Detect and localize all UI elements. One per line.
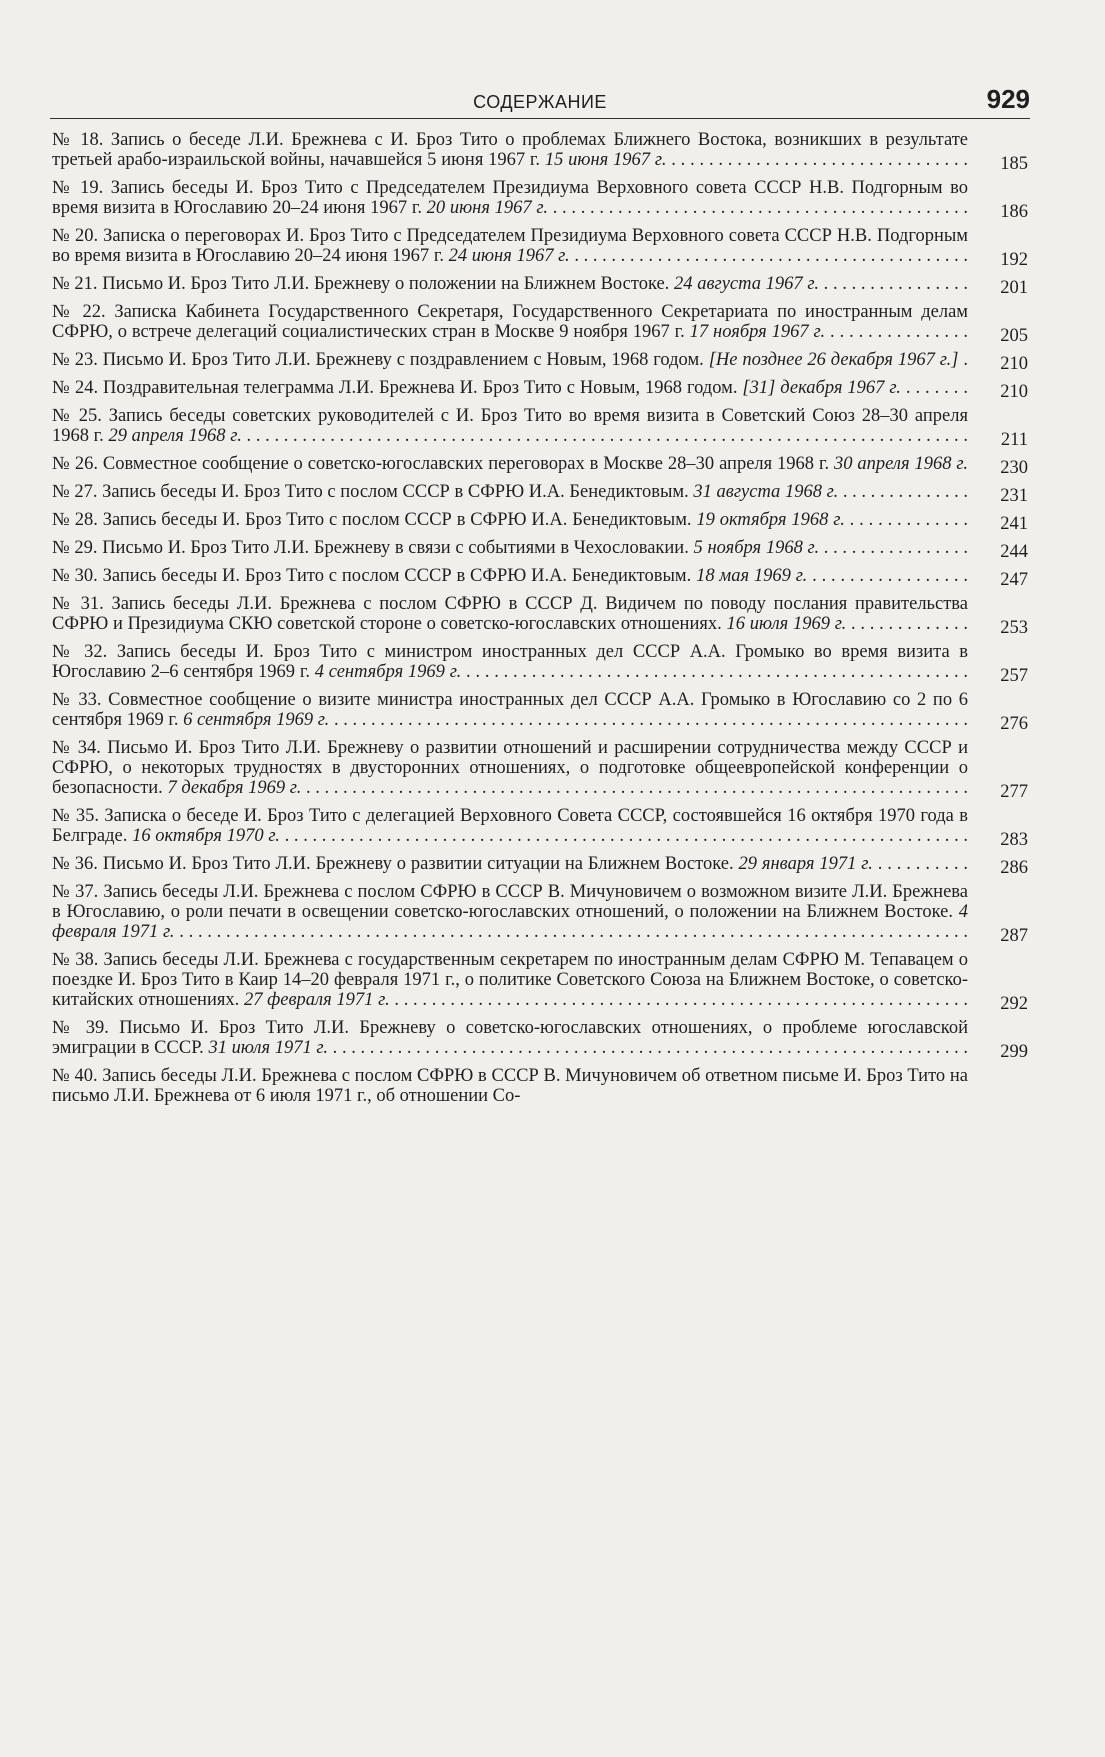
entry-page-number: 230 [1000,458,1028,478]
contents-entry[interactable] [52,510,1028,534]
entry-page-number: 231 [1000,486,1028,506]
entry-title: № 23. Письмо И. Броз Тито Л.И. Брежневу с поздравлением с Новым, 1968 годом. [52,350,704,370]
entry-body [52,226,968,266]
entry-body [52,1018,968,1058]
contents-entry[interactable] [52,454,1028,478]
entry-date: 16 июля 1969 г. [726,614,847,634]
entry-title: № 33. Совместное сообщение о визите министра иностранных дел СССР А.А. Громыко в Югославию со 2 по 6 сентября 1969 г. [52,690,968,730]
contents-entry[interactable] [52,566,1028,590]
entry-body [52,130,968,170]
entry-page-number: 192 [1000,250,1028,270]
contents-entry[interactable] [52,882,1028,946]
entry-page-number: 210 [1000,354,1028,374]
entry-date: 24 августа 1967 г. [674,274,819,294]
entry-page-number: 211 [1000,430,1028,450]
entry-title: № 19. Запись беседы И. Броз Тито с Председателем Президиума Верховного совета СССР Н.В. Подгорным во время визита в Югославию 20–24 июня 1967 г. [52,178,968,218]
entry-date: [31] декабря 1967 г. [742,378,901,398]
entry-title: № 20. Записка о переговорах И. Броз Тито с Председателем Президиума Верховного совета СССР Н.В. Подгорным во время визита в Югославию 20–24 июня 1967 г. [52,226,968,266]
entry-page-number: 277 [1000,782,1028,802]
contents-entry[interactable] [52,594,1028,638]
contents-entry[interactable] [52,690,1028,734]
contents-entry[interactable] [52,226,1028,270]
entry-title: № 24. Поздравительная телеграмма Л.И. Брежнева И. Броз Тито с Новым, 1968 годом. [52,378,738,398]
entry-title: № 26. Совместное сообщение о советско-югославских переговорах в Москве 28–30 апреля 1968 г. [52,454,830,474]
entry-body [52,406,968,446]
page-number: 929 [986,84,1030,114]
entry-title: № 40. Запись беседы Л.И. Брежнева с послом СФРЮ в СССР В. Мичуновичем об ответном письме И. Броз Тито на письмо Л.И. Брежнева от 6 июля 1971 г., об отношении Со- [52,1066,968,1106]
entry-title: № 27. Запись беседы И. Броз Тито с послом СССР в СФРЮ И.А. Бенедиктовым. [52,482,689,502]
entry-title: № 35. Записка о беседе И. Броз Тито с делегацией Верховного Совета СССР, состоявшейся 16 октября 1970 года в Белграде. [52,806,968,846]
entry-body [52,566,968,586]
page-header [50,84,1030,118]
entry-date: 20 июня 1967 г. [426,198,548,218]
entry-title: № 28. Запись беседы И. Броз Тито с послом СССР в СФРЮ И.А. Бенедиктовым. [52,510,692,530]
entry-page-number: 292 [1000,994,1028,1014]
entry-title: № 29. Письмо И. Броз Тито Л.И. Брежневу в связи с событиями в Чехословакии. [52,538,689,558]
contents-entry[interactable] [52,1018,1028,1062]
entry-date: 29 апреля 1968 г. [108,426,242,446]
entry-body [52,690,968,730]
contents-entry[interactable] [52,130,1028,174]
entry-page-number: 244 [1000,542,1028,562]
entry-page-number: 205 [1000,326,1028,346]
entry-body [52,950,968,1010]
contents-entry[interactable] [52,350,1028,374]
entry-date: 16 октября 1970 г. [132,826,280,846]
contents-entry[interactable] [52,806,1028,850]
entry-date: 7 декабря 1969 г. [167,778,302,798]
entry-date: 30 апреля 1968 г. [834,454,968,474]
entry-body [52,350,968,370]
entry-body [52,854,968,874]
entry-page-number: 210 [1000,382,1028,402]
entry-body [52,302,968,342]
entry-body [52,454,968,474]
entry-title: № 32. Запись беседы И. Броз Тито с министром иностранных дел СССР А.А. Громыко во время визита в Югославию 2–6 сентября 1969 г. [52,642,968,682]
entry-title: № 18. Запись о беседе Л.И. Брежнева с И. Броз Тито о проблемах Ближнего Востока, возникших в результате третьей арабо-израильской войны, начавшейся 5 июня 1967 г. [52,130,968,170]
header-rule [50,118,1030,119]
entry-date: 19 октября 1968 г. [696,510,845,530]
entry-page-number: 276 [1000,714,1028,734]
entry-title: № 36. Письмо И. Броз Тито Л.И. Брежневу о развитии ситуации на Ближнем Востоке. [52,854,734,874]
entry-page-number: 185 [1000,154,1028,174]
entry-date: 24 июня 1967 г. [448,246,570,266]
running-title: СОДЕРЖАНИЕ [473,92,607,112]
entry-page-number: 247 [1000,570,1028,590]
entry-date: 6 сентября 1969 г. [183,710,330,730]
entry-title: № 30. Запись беседы И. Броз Тито с послом СССР в СФРЮ И.А. Бенедиктовым. [52,566,692,586]
entry-page-number: 186 [1000,202,1028,222]
entry-date: 31 августа 1968 г. [693,482,839,502]
entry-body [52,882,968,942]
contents-entry[interactable] [52,482,1028,506]
contents-entry[interactable] [52,538,1028,562]
contents-entry[interactable] [52,854,1028,878]
contents-entry[interactable] [52,406,1028,450]
contents-entry[interactable] [52,1066,1028,1106]
entry-page-number: 287 [1000,926,1028,946]
entry-title: № 22. Записка Кабинета Государственного Секретаря, Государственного Секретариата по иностранным делам СФРЮ, о встрече делегаций социалистических стран в Москве 9 ноября 1967 г. [52,302,968,342]
entry-page-number: 283 [1000,830,1028,850]
entry-body [52,274,968,294]
entry-date: 18 мая 1969 г. [696,566,808,586]
entry-date: 27 февраля 1971 г. [243,990,390,1010]
contents-entry[interactable] [52,302,1028,346]
entry-title: № 25. Запись беседы советских руководителей с И. Броз Тито во время визита в Советский Союз 28–30 апреля 1968 г. [52,406,968,446]
entry-page-number: 286 [1000,858,1028,878]
entry-title: № 39. Письмо И. Броз Тито Л.И. Брежневу о советско-югославских отношениях, о проблеме югославской эмиграции в СССР. [52,1018,968,1058]
entry-date: 29 января 1971 г. [738,854,873,874]
contents-entry[interactable] [52,642,1028,686]
entry-body [52,594,968,634]
entry-body [52,378,968,398]
contents-list [52,130,1028,1114]
entry-title: № 37. Запись беседы Л.И. Брежнева с послом СФРЮ в СССР В. Мичуновичем о возможном визите Л.И. Брежнева в Югославию, о роли печати в освещении советско-югославских отношений, о положении на Ближнем Востоке. [52,882,968,922]
entry-title: № 31. Запись беседы Л.И. Брежнева с послом СФРЮ в СССР Д. Видичем по поводу послания правительства СФРЮ и Президиума СКЮ советской стороне о советско-югославских отношениях. [52,594,968,634]
entry-body [52,806,968,846]
entry-page-number: 201 [1000,278,1028,298]
entry-body [52,1066,968,1106]
entry-date: 17 ноября 1967 г. [689,322,826,342]
entry-page-number: 257 [1000,666,1028,686]
entry-body [52,482,968,502]
entry-body [52,178,968,218]
entry-date: 5 ноября 1968 г. [693,538,820,558]
contents-entry[interactable] [52,950,1028,1014]
contents-entry[interactable] [52,378,1028,402]
contents-entry[interactable] [52,274,1028,298]
entry-title: № 21. Письмо И. Броз Тито Л.И. Брежневу о положении на Ближнем Востоке. [52,274,670,294]
entry-title: № 38. Запись беседы Л.И. Брежнева с государственным секретарем по иностранным делам СФРЮ М. Тепавацем о поездке И. Броз Тито в Каир 14–20 февраля 1971 г., о политике Советского Союза на Ближнем Востоке, о советско-китайских отношениях. [52,950,968,1010]
entry-page-number: 299 [1000,1042,1028,1062]
entry-body [52,642,968,682]
entry-page-number: 241 [1000,514,1028,534]
entry-date: 15 июня 1967 г. [544,150,667,170]
entry-date: 4 февраля 1971 г. [52,902,968,942]
entry-page-number: 253 [1000,618,1028,638]
entry-date: 4 сентября 1969 г. [314,662,462,682]
entry-body [52,738,968,798]
entry-date: [Не позднее 26 декабря 1967 г.] [708,350,959,370]
contents-entry[interactable] [52,738,1028,802]
entry-body [52,538,968,558]
entry-body [52,510,968,530]
contents-entry[interactable] [52,178,1028,222]
entry-date: 31 июля 1971 г. [208,1038,329,1058]
entry-title: № 34. Письмо И. Броз Тито Л.И. Брежневу о развитии отношений и расширении сотрудничества между СССР и СФРЮ, о некоторых трудностях в двусторонних отношениях, о подготовке общеевропейской конференции о безопасности. [52,738,968,798]
